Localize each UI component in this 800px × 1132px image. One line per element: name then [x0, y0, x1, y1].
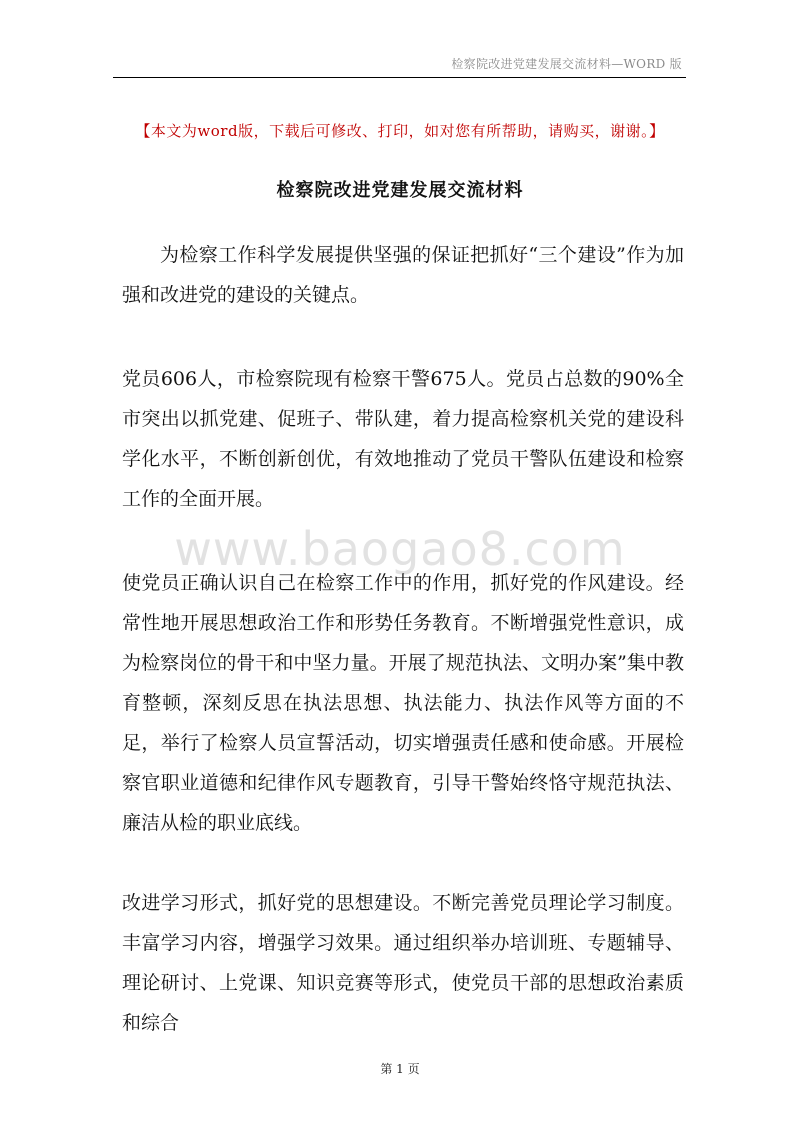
watermark: www.baogao8.com: [174, 522, 626, 576]
running-header: 检察院改进党建发展交流材料—WORD 版: [451, 57, 682, 71]
paragraph-1: 为检察工作科学发展提供坚强的保证把抓好“三个建设”作为加强和改进党的建设的关键点。: [122, 244, 684, 306]
paragraph-2: 党员606人，市检察院现有检察干警675人。党员占总数的90%全市突出以抓党建、促班子、带队建，着力提高检察机关党的建设科学化水平，不断创新创优，有效地推动了党员干警队伍建设和检察工作的全面开展。: [122, 368, 684, 510]
paragraph-3: 使党员正确认识自己在检察工作中的作用，抓好党的作风建设。经常性地开展思想政治工作和形势任务教育。不断增强党性意识，成为检察岗位的骨干和中坚力量。开展了规范执法、文明办案”集中教育整顿，深刻反思在执法思想、执法能力、执法作风等方面的不足，举行了检察人员宣誓活动，切实增强责任感和使命感。开展检察官职业道德和纪律作风专题教育，引导干警始终恪守规范执法、廉洁从检的职业底线。: [122, 572, 684, 834]
header-divider: [113, 77, 686, 78]
paragraph-4: 改进学习形式，抓好党的思想建设。不断完善党员理论学习制度。丰富学习内容，增强学习效果。通过组织举办培训班、专题辅导、理论研讨、上党课、知识竞赛等形式，使党员干部的思想政治素质和综合: [122, 892, 684, 1034]
purchase-notice: 【本文为word版，下载后可修改、打印，如对您有所帮助，请购买，谢谢。】: [135, 122, 665, 140]
page-number: 第 1 页: [380, 1062, 420, 1076]
document-title: 检察院改进党建发展交流材料: [276, 180, 524, 201]
